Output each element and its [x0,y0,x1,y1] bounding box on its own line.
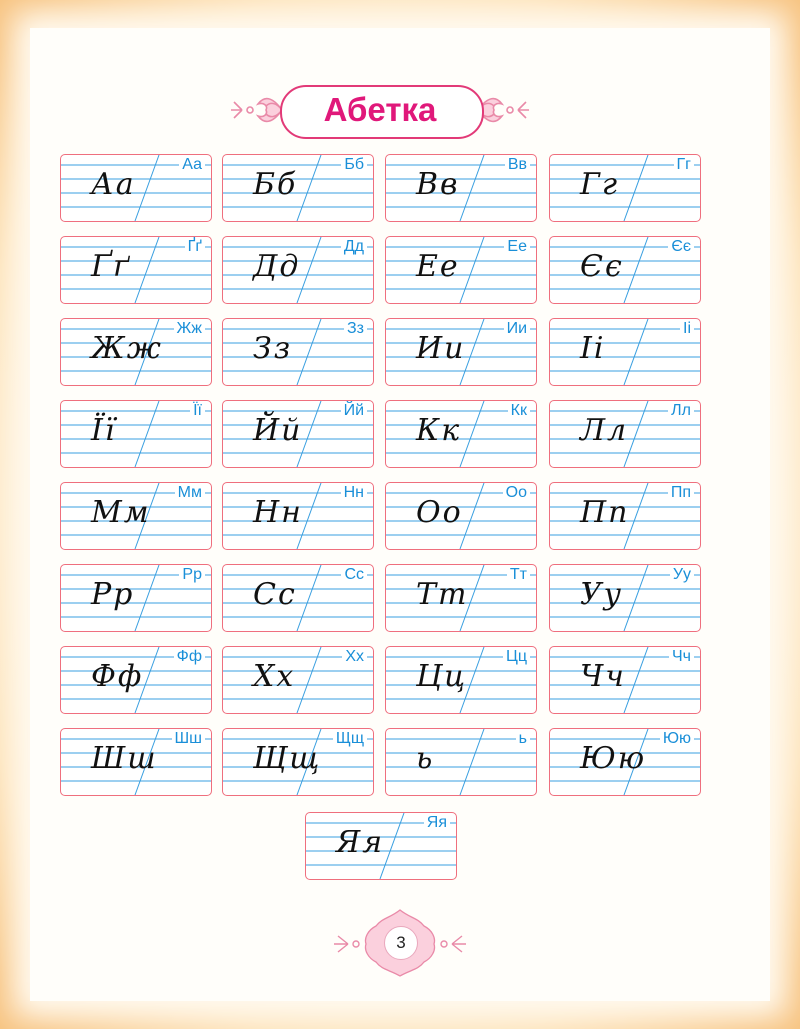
cursive-letter: Рр [91,577,135,612]
print-letter-label: Іі [680,319,694,339]
left-floral-ornament-icon [228,82,284,138]
cursive-letter: Зз [253,331,293,366]
print-letter-label: Її [190,401,205,421]
cursive-letter: Чч [580,659,626,694]
print-letter-label: Вв [505,155,530,175]
letter-card [60,236,212,304]
letter-card [385,482,537,550]
print-letter-label: Жж [174,319,205,339]
right-floral-ornament-icon [476,82,532,138]
cursive-letter: Уу [580,577,624,612]
letter-card [549,400,701,468]
print-letter-label: Кк [508,401,530,421]
cursive-letter: Вв [416,167,460,202]
cursive-letter: Єє [580,249,624,284]
print-letter-label: Пп [668,483,694,503]
letter-card [549,154,701,222]
page-title: Абетка [323,91,437,128]
print-letter-label: Хх [342,647,367,667]
print-letter-label: Нн [341,483,367,503]
print-letter-label: ь [516,729,530,749]
letter-card [60,400,212,468]
letter-card [60,154,212,222]
print-letter-label: Ґґ [185,237,205,257]
letter-card [385,400,537,468]
print-letter-label: Аа [179,155,205,175]
cursive-letter: Лл [580,413,629,448]
cursive-letter: Іі [580,331,606,366]
print-letter-label: Оо [503,483,530,503]
print-letter-label: Яя [424,813,450,833]
print-letter-label: Лл [668,401,694,421]
letter-card [385,728,537,796]
cursive-letter: Шш [91,741,158,776]
page-number: 3 [384,926,418,960]
letter-card [222,400,374,468]
print-letter-label: Чч [669,647,694,667]
cursive-letter: Ии [416,331,466,366]
print-letter-label: Єє [668,237,694,257]
print-letter-label: Ии [504,319,530,339]
letter-card [549,728,701,796]
cursive-letter: Йй [253,413,303,448]
print-letter-label: Дд [341,237,367,257]
print-letter-label: Ее [504,237,530,257]
print-letter-label: Фф [174,647,205,667]
cursive-letter: ь [416,741,435,776]
letter-card [222,236,374,304]
letter-card [385,154,537,222]
cursive-letter: Дд [253,249,301,284]
letter-card [385,236,537,304]
cursive-letter: Юю [580,741,647,776]
cursive-letter: Нн [253,495,303,530]
letter-card [549,646,701,714]
letter-card [60,728,212,796]
page-number-ornament [320,908,480,978]
letter-card [549,318,701,386]
letter-card [222,564,374,632]
print-letter-label: Зз [344,319,367,339]
cursive-letter: Хх [253,659,296,694]
print-letter-label: Шш [172,729,206,749]
cursive-letter: Аа [91,167,136,202]
letter-card [549,564,701,632]
cursive-letter: Ґґ [91,249,132,284]
cursive-letter: Кк [416,413,462,448]
letter-card [222,318,374,386]
letter-card [222,728,374,796]
letter-card [305,812,457,880]
cursive-letter: Щщ [253,741,322,776]
print-letter-label: Цц [503,647,530,667]
cursive-letter: Яя [336,825,385,860]
letter-card [222,154,374,222]
print-letter-label: Уу [670,565,694,585]
letter-card [549,482,701,550]
letter-card [385,318,537,386]
cursive-letter: Пп [580,495,630,530]
print-letter-label: Сс [341,565,367,585]
cursive-letter: Бб [253,167,298,202]
print-letter-label: Гг [674,155,695,175]
cursive-letter: Тт [416,577,469,612]
title-banner [280,85,480,135]
cursive-letter: Ее [416,249,460,284]
cursive-letter: Цц [416,659,468,694]
letter-card [222,646,374,714]
letter-card [385,564,537,632]
print-letter-label: Щщ [333,729,367,749]
print-letter-label: Йй [341,401,367,421]
letter-card [385,646,537,714]
cursive-letter: Фф [91,659,144,694]
cursive-letter: Оо [416,495,463,530]
cursive-letter: Гг [580,167,620,202]
letter-card [60,646,212,714]
print-letter-label: Юю [660,729,694,749]
print-letter-label: Тт [507,565,530,585]
letter-card [549,236,701,304]
print-letter-label: Мм [175,483,205,503]
letter-card [60,482,212,550]
letter-card [60,318,212,386]
letter-card [60,564,212,632]
cursive-letter: Мм [91,495,151,530]
letter-card [222,482,374,550]
cursive-letter: Жж [91,331,163,366]
print-letter-label: Рр [179,565,205,585]
print-letter-label: Бб [341,155,367,175]
cursive-letter: Її [91,413,117,448]
cursive-letter: Сс [253,577,297,612]
